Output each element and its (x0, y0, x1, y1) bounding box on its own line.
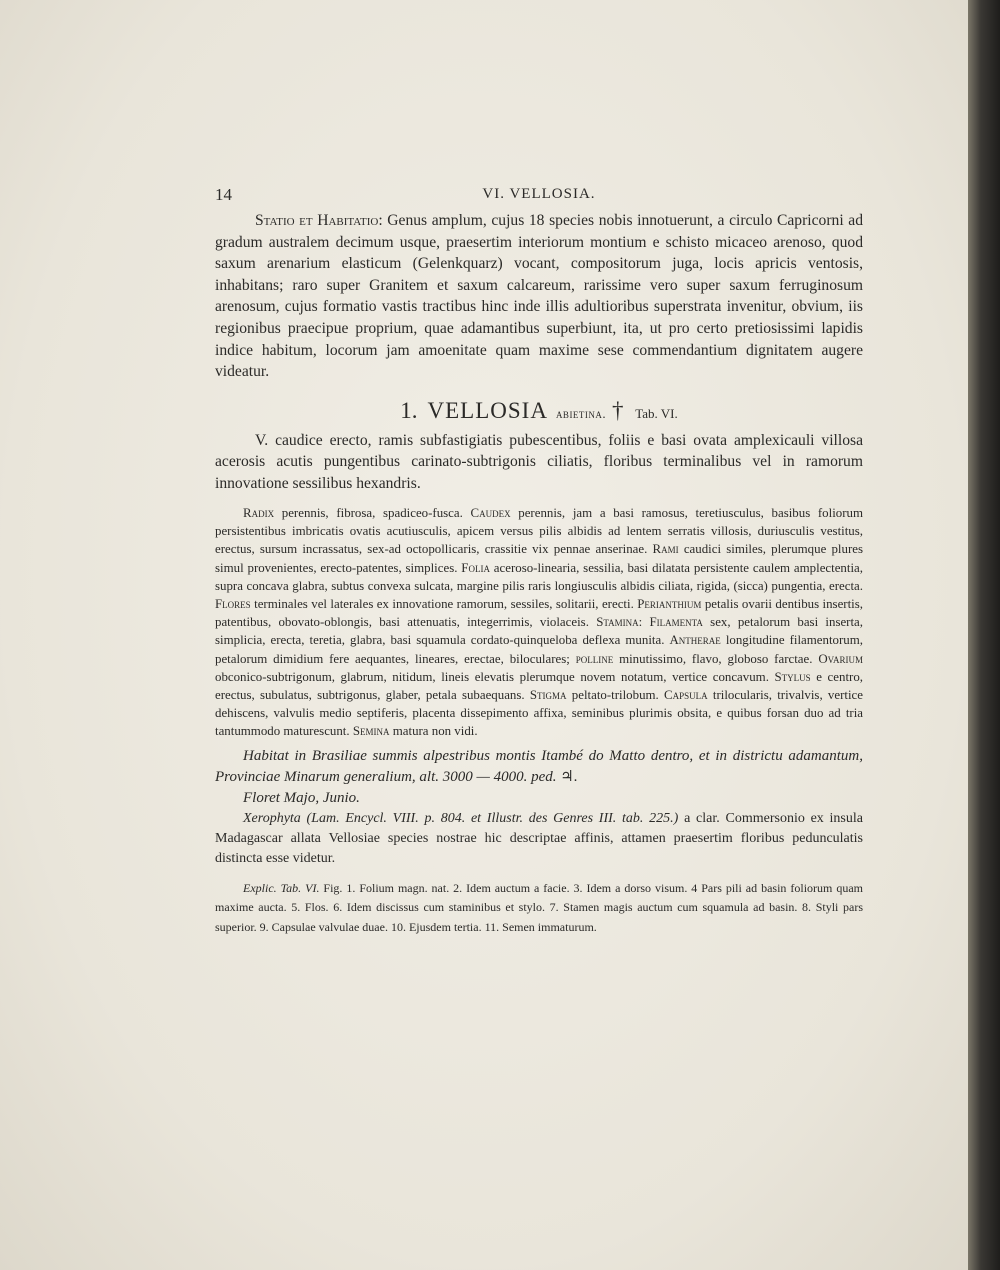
xerophyta-citation: Xerophyta (Lam. Encycl. VIII. p. 804. et Illustr. des Genres III. tab. 225.) (243, 810, 679, 826)
plate-explanation (215, 879, 863, 938)
description-label: polline (575, 651, 614, 666)
description-label: Semina (352, 724, 390, 739)
explic-label: Explic. Tab. VI. (243, 880, 320, 895)
running-head (215, 185, 863, 209)
description-text: terminales vel laterales ex innovatione ramorum, sessiles, solitarii, erecti. (250, 596, 638, 611)
plate-reference: Tab. VI. (635, 405, 678, 421)
description-label: Ovarium (818, 651, 863, 666)
description-label: Folia (461, 560, 490, 575)
floret: Floret Majo, Junio. (243, 789, 360, 806)
explic-text: Fig. 1. Folium magn. nat. 2. Idem auctum a facie. 3. Idem a dorso visum. 4 Pars pili ad basin foliorum quam maxime aucta. 5. Flos. 6. Idem discissus cum staminibus et stylo. 7. Stamen magis auctum cum squamula ad basin. 8. Styli pars superior. 9. Capsulae valvulae duae. 10. Ejusdem tertia. 11. Semen immaturum. (215, 880, 863, 934)
diagnosis: V. caudice erecto, ramis subfastigiatis pubescentibus, foliis e basi ovata amplexicauli villosa acerosis acutis pungentibus carinato-subtrigonis ciliatis, floribus terminalibus vel in ramorum innovatione sessilibus hexandris. (215, 431, 863, 492)
description-text: perennis, fibrosa, spadiceo-fusca. (274, 505, 471, 520)
page-number: 14 (215, 185, 232, 204)
description-text: trilocularis, trivalvis, vertice dehiscens, valvulis medio septiferis, placenta dissepimento affixa, seminibus plurimis obsita, e quibus forsan duo ad tria tantummodo maturescunt. (215, 688, 863, 739)
description-text: caudici similes, plerumque plures simul provenientes, erecto-patentes, simplices. (215, 542, 863, 575)
description-label: Caudex (470, 505, 511, 520)
description-label: Flores (215, 596, 251, 611)
species-epithet: abietina. (555, 405, 607, 421)
xerophyta-text: a clar. Commersonio ex insula Madagascar allata Vellosiae species nostrae hic descriptae affinis, attamen praesertim floribus pedunculatis distincta esse videtur. (215, 810, 863, 866)
species-heading (215, 397, 863, 428)
running-title: VI. VELLOSIA. (482, 186, 596, 202)
dagger-mark: † (611, 397, 624, 423)
description-label: Stylus (774, 669, 811, 684)
description-text: aceroso-linearia, sessilia, basi dilatata persistente caulem amplectentia, supra concava glabra, subtus convexa sulcata, margine pilis raris longiusculis albidis ciliata, rigida, (sicca) pungentia, erecta. (215, 560, 863, 593)
description-label: Perianthium (637, 596, 702, 611)
habitat-text: Habitat in Brasiliae summis alpestribus montis Itambé do Matto dentro, et in districtu adamantum, Provinciae Minarum generalium, alt. 3000 — 4000. ped. (215, 747, 863, 785)
description-label: Radix (243, 505, 275, 520)
perennial-symbol: ♃. (560, 768, 578, 785)
description-text: obconico-subtrigonum, glabrum, nitidum, lineis elevatis plerumque novem notatum, vertice concavum. (215, 669, 775, 684)
description-text: petalis ovarii dentibus insertis, patentibus, obovato-oblongis, basi attenuatis, integerrimis, violaceis. (215, 596, 863, 630)
description (215, 504, 863, 741)
statio-paragraph (215, 210, 863, 383)
description-text: matura non vidi. (389, 724, 478, 739)
description-label: Stigma (529, 688, 567, 702)
description-text: e centro, erectus, subulatus, subtrigonus, glaber, petala subaequans. (215, 669, 863, 702)
statio-label: Statio et Habitatio: (255, 212, 383, 229)
page-edge-shadow (968, 0, 1000, 1270)
description-label: Rami (652, 542, 679, 557)
species-genus: VELLOSIA (427, 397, 548, 423)
statio-text: Genus amplum, cujus 18 species nobis innotuerunt, a circulo Capricorni ad gradum australem decimum usque, praesertim interiorum montium e schisto micaceo arenoso, quod saxum arenarium elasticum (Gelenkquarz) vocant, compositorum juga, locis apricis ventosis, inhabitans; raro super Granitem et saxum calcareum, rarissime vero super saxum ferruginosum arenosum, cujus formatio vastis tractibus hinc inde illis adultioribus superstrata invenitur, obvium, iis regionibus praecipue proprium, quae adamantibus superbiunt, ita, ut pro certo pretiosissimi lapidis indice habitum, locorum jam amoenitate quam maxime sese commendantium dignitatem augere videatur. (215, 212, 863, 381)
description-label: Stamina: Filamenta (596, 615, 703, 630)
page-content (215, 185, 863, 937)
species-number: 1. (400, 397, 418, 423)
description-text: sex, petalorum basi inserta, simplicia, erecta, teretia, glabra, basi squamula cordato-quinqueloba deflexa munita. (215, 615, 863, 648)
description-text: peltato-trilobum. (566, 688, 665, 702)
description-text: perennis, jam a basi ramosus, teretiusculus, basibus foliorum persistentibus imbricatis ovatis acutiusculis, apicem versus pilis albidis ad lentem serratis villosis, duriusculis vestitus, erectus, sursum incrassatus, sex-ad octopollicaris, crassitie vix pennae anserinae. (215, 505, 863, 557)
description-label: Capsula (664, 688, 708, 702)
habitat (215, 746, 863, 788)
xerophyta-note (215, 809, 863, 869)
description-text: longitudine filamentorum, petalorum dimidium fere aequantes, lineares, erectae, biloculares; (215, 633, 863, 666)
description-label: Antherae (669, 633, 721, 648)
description-text: minutissimo, flavo, globoso farctae. (613, 651, 819, 666)
